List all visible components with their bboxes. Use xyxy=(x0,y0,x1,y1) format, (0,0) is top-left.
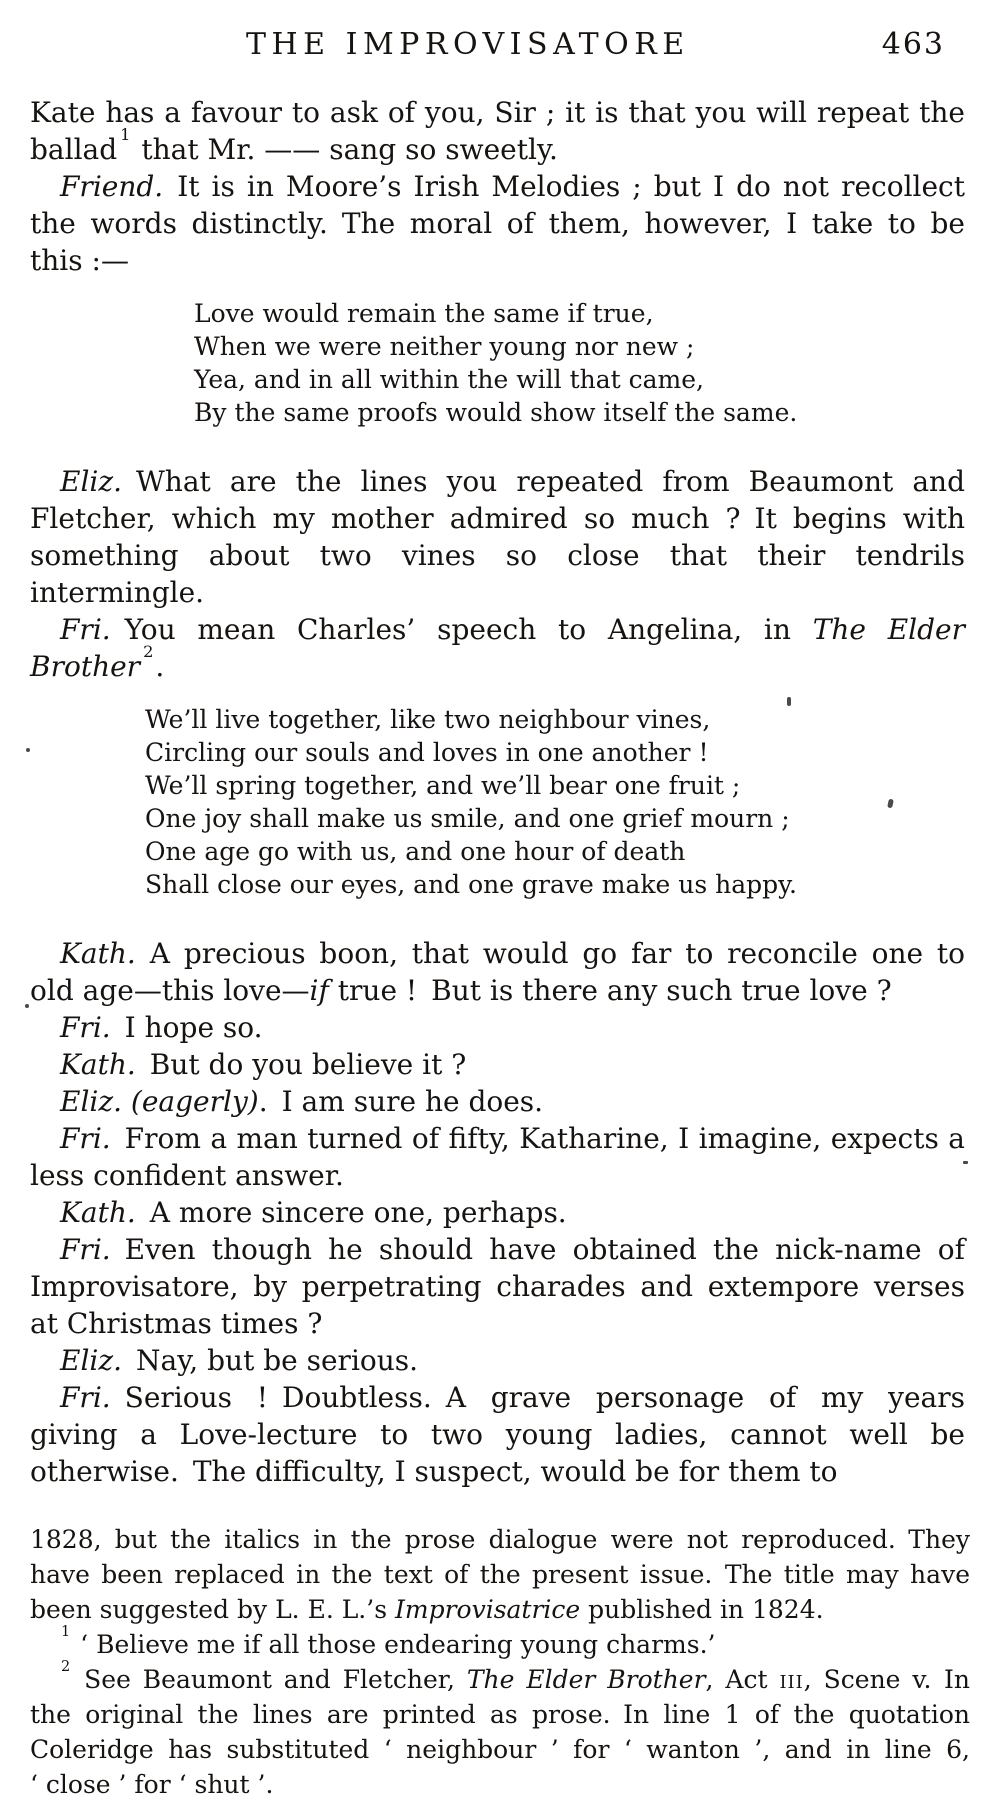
italic-text: The Elder Brother xyxy=(30,613,966,683)
verse-line: Shall close our eyes, and one grave make us happy. xyxy=(145,870,797,899)
text-run: , Act xyxy=(705,1665,780,1694)
text-run: A precious boon, that would go far to reconcile one to old age—this love— xyxy=(30,937,965,1007)
footnote-ref: 2 xyxy=(61,1659,71,1676)
verse-line: We’ll spring together, and we’ll bear one fruit ; xyxy=(145,771,741,800)
text-run: published in 1824. xyxy=(580,1595,824,1624)
dialogue-paragraph xyxy=(30,1009,965,1046)
italic-text: Improvisatrice xyxy=(394,1595,581,1624)
text-run: Serious ! Doubtless. A grave personage of my years giving a Love-lecture to two young ladies, cannot well be otherwise. The difficulty, I suspect, would be for them to xyxy=(30,1381,965,1488)
running-title: THE IMPROVISATORE xyxy=(246,27,690,62)
italic-text: Fri. xyxy=(60,1011,111,1044)
italic-text: Fri. xyxy=(60,1381,111,1414)
text-run: 1828, but the italics in the prose dialogue were not reproduced. They have been replaced in the text of the present issue. The title may have been suggested by L. E. L.’s xyxy=(30,1525,970,1624)
text-run: I hope so. xyxy=(110,1011,263,1044)
italic-text: Eliz. xyxy=(60,1085,123,1118)
text-run: Kate has a favour to ask of you, Sir ; it is that you will repeat the ballad xyxy=(30,96,965,166)
page-header xyxy=(0,0,1000,94)
italic-text: Fri. xyxy=(60,1122,111,1155)
italic-text: Friend. xyxy=(60,170,164,203)
italic-text: Eliz. xyxy=(60,465,123,498)
dialogue-paragraph xyxy=(30,463,965,611)
dialogue-paragraph xyxy=(30,935,965,1009)
verse-line: Love would remain the same if true, xyxy=(194,299,654,328)
footnote xyxy=(30,1659,970,1802)
footnote xyxy=(30,1624,970,1662)
dialogue-paragraph xyxy=(30,1083,965,1120)
text-run: What are the lines you repeated from Beaumont and Fletcher, which my mother admired so much ? It begins with something about two vines so close that their tendrils intermingle. xyxy=(30,465,965,609)
italic-text: Kath. xyxy=(60,937,136,970)
text-run: Even though he should have obtained the nick-name of Improvisatore, by perpetrating charades and extempore verses at Christmas times ? xyxy=(30,1233,965,1340)
text-run: . xyxy=(155,650,165,683)
text-run: ‘ Believe me if all those endearing young charms.’ xyxy=(72,1630,716,1659)
page-number: 463 xyxy=(881,27,945,62)
italic-text: Fri. xyxy=(60,1233,111,1266)
verse-quotation xyxy=(145,703,965,901)
italic-text: if xyxy=(309,974,329,1007)
italic-text: Fri. xyxy=(60,613,111,646)
text-run: See Beaumont and Fletcher, xyxy=(72,1665,467,1694)
dialogue-paragraph xyxy=(30,168,965,279)
body-text xyxy=(30,94,965,1490)
footnotes-section xyxy=(30,1522,970,1802)
verse-line: Yea, and in all within the will that came, xyxy=(194,365,704,394)
scan-speck xyxy=(25,1004,29,1008)
italic-text: (eagerly) xyxy=(130,1085,259,1118)
verse-line: One joy shall make us smile, and one grief mourn ; xyxy=(145,804,790,833)
verse-line: We’ll live together, like two neighbour vines, xyxy=(145,705,711,734)
dialogue-paragraph xyxy=(30,1379,965,1490)
text-run: A more sincere one, perhaps. xyxy=(135,1196,567,1229)
footnote-ref: 1 xyxy=(61,1624,71,1641)
text-run: Nay, but be serious. xyxy=(122,1344,419,1377)
text-run: that Mr. —— sang so sweetly. xyxy=(132,133,558,166)
text-run: iii xyxy=(779,1665,804,1694)
text-run: . I am sure he does. xyxy=(258,1085,544,1118)
verse-line: By the same proofs would show itself the same. xyxy=(194,398,798,427)
dialogue-paragraph xyxy=(30,1046,965,1083)
verse-quotation xyxy=(194,297,965,429)
dialogue-paragraph xyxy=(30,611,965,685)
scan-speck xyxy=(787,697,791,706)
text-run: From a man turned of fifty, Katharine, I imagine, expects a less confident answer. xyxy=(30,1122,965,1192)
footnote-ref: 1 xyxy=(120,125,131,145)
verse-line: Circling our souls and loves in one another ! xyxy=(145,738,709,767)
text-run xyxy=(122,1085,131,1118)
footnote-continuation xyxy=(30,1522,970,1627)
italic-text: Kath. xyxy=(60,1196,136,1229)
text-run: , Scene v. In the original the lines are printed as prose. In line 1 of the quotation Coleridge has substituted ‘ neighbour ’ for ‘ wanton ’, and in line 6, ‘ close ’ for ‘ shut ’. xyxy=(30,1665,970,1799)
scan-speck xyxy=(26,748,30,752)
text-run: true ! But is there any such true love ? xyxy=(328,974,892,1007)
italic-text: Kath. xyxy=(60,1048,136,1081)
dialogue-paragraph xyxy=(30,1120,965,1194)
dialogue-paragraph xyxy=(30,1342,965,1379)
body-paragraph xyxy=(30,94,965,168)
verse-line: One age go with us, and one hour of death xyxy=(145,837,686,866)
scan-speck xyxy=(963,1161,968,1164)
footnote-ref: 2 xyxy=(143,642,154,662)
text-run: It is in Moore’s Irish Melodies ; but I do not recollect the words distinctly. The moral of them, however, I take to be this :— xyxy=(30,170,965,277)
text-run: You mean Charles’ speech to Angelina, in xyxy=(110,613,813,646)
verse-line: When we were neither young nor new ; xyxy=(194,332,695,361)
italic-text: The Elder Brother xyxy=(466,1665,706,1694)
italic-text: Eliz. xyxy=(60,1344,123,1377)
dialogue-paragraph xyxy=(30,1231,965,1342)
text-run: But do you believe it ? xyxy=(135,1048,467,1081)
dialogue-paragraph xyxy=(30,1194,965,1231)
